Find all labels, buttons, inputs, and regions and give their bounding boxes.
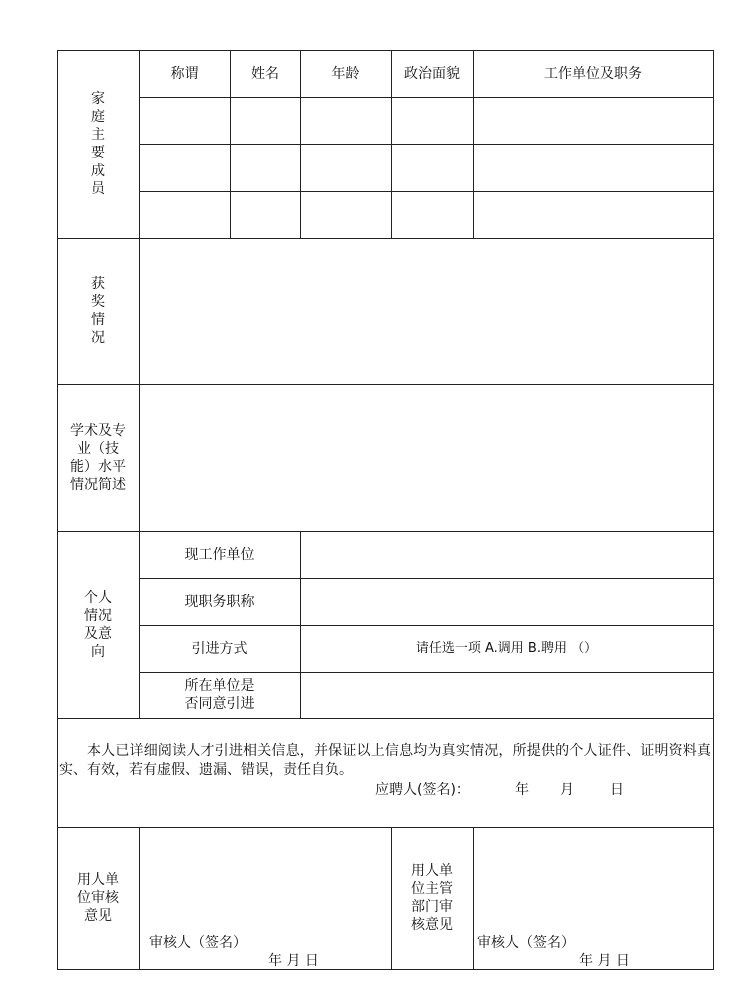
header-name: 姓名 xyxy=(251,65,279,82)
employer-review-label-cell xyxy=(57,827,139,969)
employer-review-label: 用人单位审核意见 xyxy=(77,872,119,924)
academic-label: 学术及专业（技能）水平情况简述 xyxy=(70,422,126,493)
applicant-signature-label: 应聘人(签名)： xyxy=(375,782,470,798)
dept-review-date: 年 月 日 xyxy=(579,953,630,969)
family-members-label: 家庭主要成员 xyxy=(91,91,105,197)
employer-consent-label-cell xyxy=(139,672,300,718)
declaration-month: 月 xyxy=(560,782,574,798)
dept-reviewer-signature-label: 审核人（签名） xyxy=(477,935,575,951)
dept-review-label: 用人单位主管部门审核意见 xyxy=(411,863,453,933)
section-divider xyxy=(57,827,714,828)
row-divider xyxy=(139,97,714,98)
introduction-method-value: 请任选一项 A.调用 B.聘用 （） xyxy=(415,640,598,656)
col-divider xyxy=(473,827,474,970)
employer-review-date: 年 月 日 xyxy=(268,953,319,969)
declaration-day: 日 xyxy=(610,782,624,798)
border-right xyxy=(713,50,714,970)
header-age: 年龄 xyxy=(331,65,360,82)
row-divider xyxy=(139,144,714,145)
section-divider xyxy=(57,718,714,719)
academic-label-cell xyxy=(57,384,139,531)
current-title-label: 现职务职称 xyxy=(184,593,255,610)
employer-reviewer-signature-label: 审核人（签名） xyxy=(149,935,247,951)
section-divider xyxy=(57,384,714,385)
header-political-status: 政治面貌 xyxy=(404,65,460,82)
section-divider xyxy=(57,238,714,239)
awards-label-cell xyxy=(57,238,139,384)
header-relation: 称谓 xyxy=(170,65,199,82)
declaration-year: 年 xyxy=(515,782,529,798)
declaration-text: 本人已详细阅读人才引进相关信息，并保证以上信息均为真实情况，所提供的个人证件、证明资料真实、有效，若有虚假、遗漏、错误，责任自负。 xyxy=(59,743,711,778)
label-column-divider xyxy=(139,827,140,970)
row-divider xyxy=(139,191,714,192)
current-employer-label: 现工作单位 xyxy=(184,546,255,563)
family-members-label-cell xyxy=(57,50,139,238)
personal-label-cell xyxy=(57,531,139,718)
employer-consent-label: 所在单位是否同意引进 xyxy=(184,678,255,712)
header-workplace-position: 工作单位及职务 xyxy=(544,65,642,82)
dept-review-label-cell xyxy=(391,827,473,969)
application-form xyxy=(57,50,714,970)
introduction-method-label: 引进方式 xyxy=(191,640,248,657)
awards-label: 获奖情况 xyxy=(91,276,105,346)
personal-label: 个人情况及意向 xyxy=(84,589,112,660)
